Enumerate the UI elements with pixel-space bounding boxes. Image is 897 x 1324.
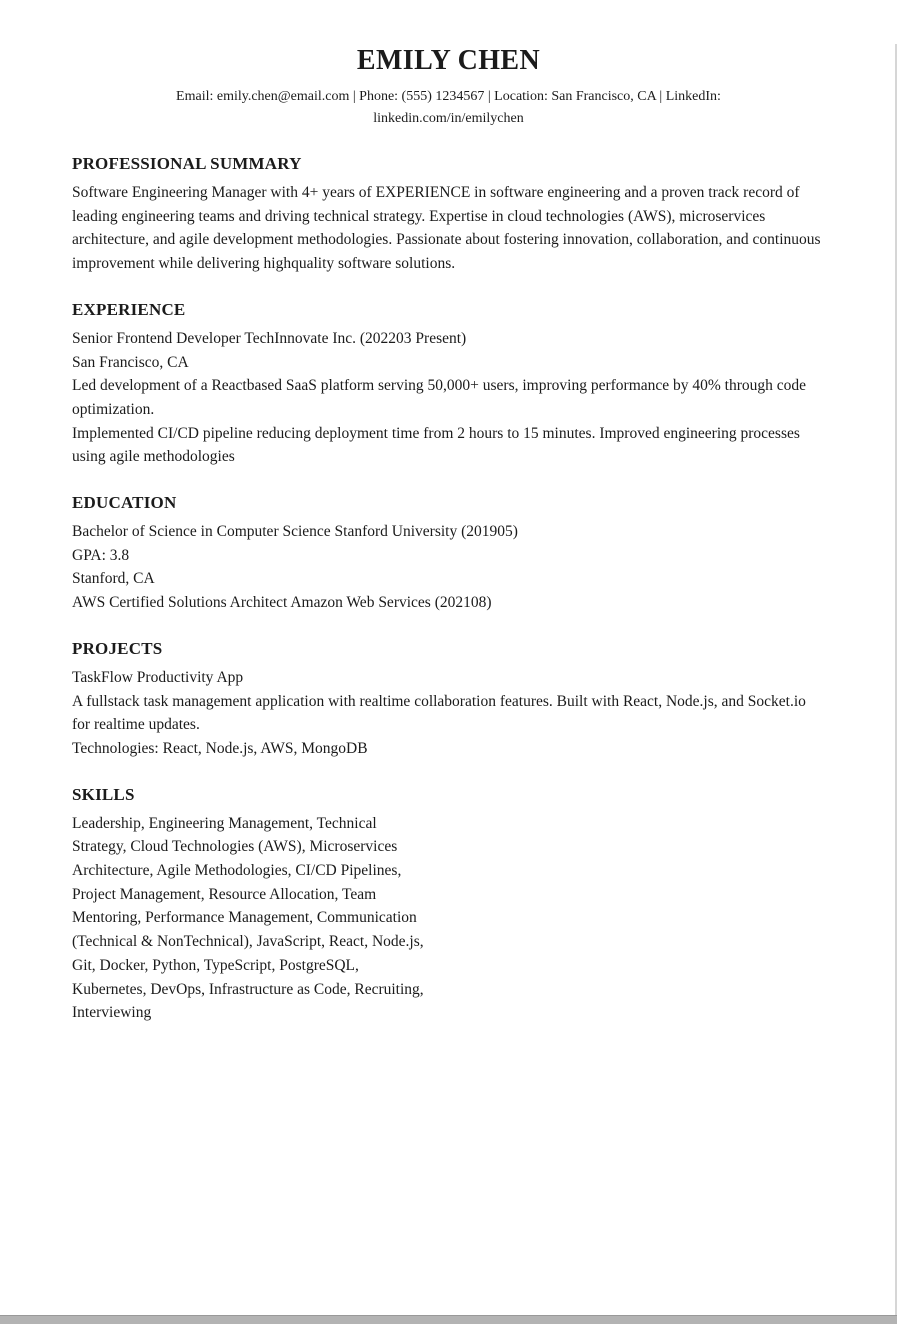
projects-heading: PROJECTS: [72, 638, 163, 658]
education-certification-line: AWS Certified Solutions Architect Amazon Web Services (202108): [72, 594, 492, 612]
section-projects: [72, 637, 825, 761]
project-description-line: A fullstack task management application with realtime collaboration features. Built with React, Node.js, and Socket.io for realtime updates.: [72, 692, 806, 734]
skills-list-text: Leadership, Engineering Management, Technical Strategy, Cloud Technologies (AWS), Microservices Architecture, Agile Methodologies, CI/CD Pipelines, Project Management, Resource Allocation, Team Mentoring, Performance Management, Communication (Technical & NonTechnical), JavaScript, React, Node.js, Git, Docker, Python, TypeScript, PostgreSQL, Kubernetes, DevOps, Infrastructure as Code, Recruiting, Interviewing: [72, 814, 424, 1022]
section-experience: [72, 298, 825, 469]
page-bottom-edge-strip: [0, 1315, 897, 1324]
education-location-line: Stanford, CA: [72, 570, 155, 588]
summary-content: [72, 181, 825, 276]
project-technologies-line: Technologies: React, Node.js, AWS, MongoDB: [72, 739, 368, 757]
skills-heading: SKILLS: [72, 784, 135, 804]
section-skills: [72, 783, 825, 1025]
section-education: [72, 491, 825, 615]
education-gpa-line: GPA: 3.8: [72, 546, 130, 564]
experience-location-line: San Francisco, CA: [72, 353, 189, 371]
experience-achievement-line: Led development of a Reactbased SaaS platform serving 50,000+ users, improving performance by 40% through code optimization.: [72, 377, 807, 418]
experience-job-title-line: Senior Frontend Developer TechInnovate Inc. (202203 Present): [72, 329, 467, 347]
education-degree-line: Bachelor of Science in Computer Science Stanford University (201905): [72, 523, 518, 541]
resume-page: [0, 44, 897, 1324]
project-title-line: TaskFlow Productivity App: [72, 668, 244, 686]
experience-heading: EXPERIENCE: [72, 299, 186, 319]
candidate-name: EMILY CHEN: [356, 45, 541, 76]
summary-heading: PROFESSIONAL SUMMARY: [72, 154, 302, 173]
projects-content: [72, 666, 825, 761]
resume-content: [72, 44, 825, 1025]
education-heading: EDUCATION: [72, 493, 177, 513]
summary-text: Software Engineering Manager with 4+ years of EXPERIENCE in software engineering and a proven track record of leading engineering teams and driving technical strategy. Expertise in cloud technologies (AWS), microservices architecture, and agile development methodologies. Passionate about fostering innovation, collaboration, and continuous improvement while delivering highquality software solutions.: [72, 184, 821, 273]
section-professional-summary: [72, 152, 825, 276]
experience-achievement-line: Implemented CI/CD pipeline reducing deployment time from 2 hours to 15 minutes. Improved engineering processes using agile methodologies: [72, 424, 800, 466]
skills-content: [72, 812, 825, 1025]
education-content: [72, 520, 825, 615]
contact-info: Email: emily.chen@email.com | Phone: (555) 1234567 | Location: San Francisco, CA | LinkedIn: linkedin.com/in/emilychen: [176, 89, 721, 126]
experience-content: [72, 327, 825, 469]
